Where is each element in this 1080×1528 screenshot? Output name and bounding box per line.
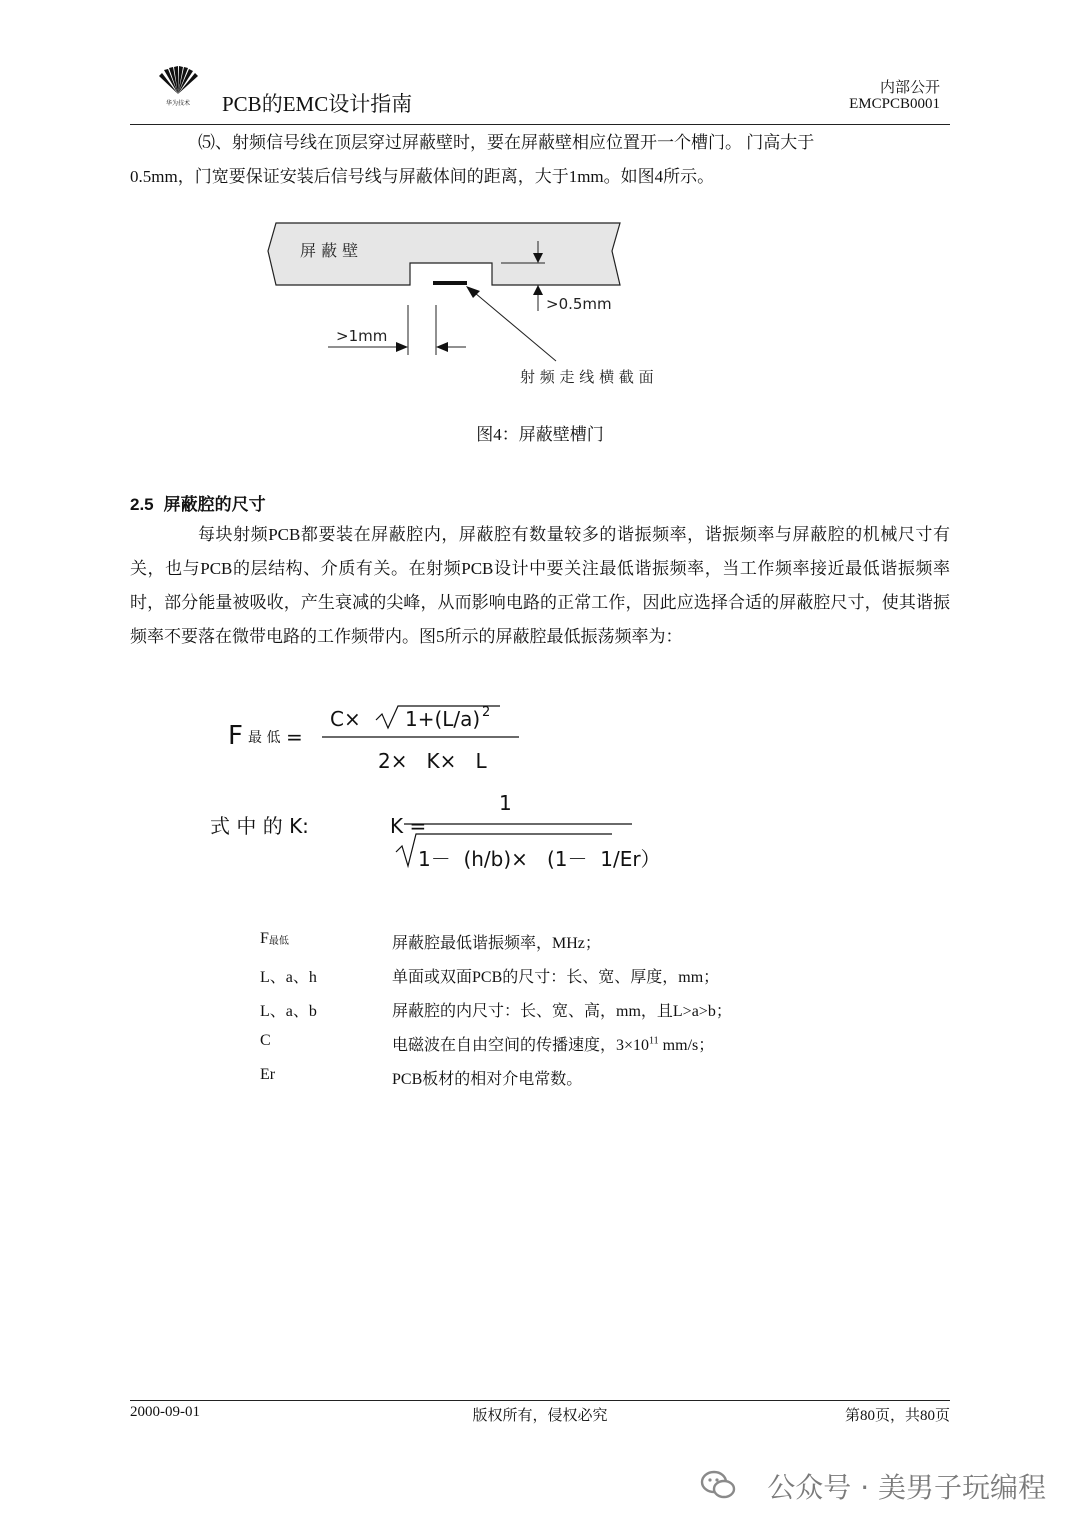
- definition-unit: mm/s；: [658, 1037, 715, 1054]
- formula2-denominator: 1－ (h/b)× (1－ 1/Er）: [418, 847, 661, 871]
- section-title: 屏蔽腔的尺寸: [163, 495, 266, 514]
- document-title: PCB的EMC设计指南: [222, 92, 413, 116]
- formula-numerator-root: 1+(L/a): [405, 707, 481, 731]
- definition-symbol: F: [260, 930, 269, 947]
- formula-numerator-c: C×: [330, 707, 361, 731]
- definition-description: PCB板材的相对介电常数。: [392, 1071, 583, 1088]
- definition-description: 屏蔽腔的内尺寸：长、宽、高，mm，且L>a>b；: [392, 1003, 732, 1020]
- definition-description: 屏蔽腔最低谐振频率，MHz；: [392, 935, 601, 952]
- height-label: >0.5mm: [546, 295, 612, 313]
- classification-label: 内部公开: [879, 80, 940, 96]
- formula-lhs: F: [228, 721, 243, 751]
- section-number: 2.5: [130, 495, 154, 514]
- footer-page-number: 第80页，共80页: [844, 1408, 950, 1424]
- watermark-text: 公众号 · 美男子玩编程: [767, 1471, 1046, 1504]
- definition-description: 单面或双面PCB的尺寸：长、宽、厚度，mm；: [392, 969, 720, 986]
- figure-caption: 图4：屏蔽壁槽门: [476, 425, 604, 444]
- footer-rule: [130, 1400, 950, 1401]
- definition-exponent: 11: [649, 1035, 659, 1047]
- footer-copyright: 版权所有，侵权必究: [472, 1408, 608, 1424]
- formula-denominator: 2× K× L: [378, 749, 487, 773]
- width-label: >1mm: [336, 327, 388, 345]
- formula-equals: =: [286, 725, 303, 749]
- paragraph-line: ⑸、射频信号线在顶层穿过屏蔽壁时，要在屏蔽壁相应位置开一个槽门。 门高大于: [198, 133, 815, 152]
- definition-symbol: L、a、h: [260, 969, 317, 986]
- formula-lhs-subscript: 最 低: [248, 730, 281, 746]
- wechat-icon: [700, 1470, 736, 1500]
- paragraph-line: 0.5mm，门宽要保证安装后信号线与屏蔽体间的距离，大于1mm。如图4所示。: [130, 167, 715, 186]
- trace-label: 射 频 走 线 横 截 面: [520, 368, 654, 386]
- wall-label: 屏 蔽 壁: [300, 241, 359, 260]
- definition-description: 电磁波在自由空间的传播速度，3×10: [392, 1037, 650, 1054]
- definition-symbol: Er: [260, 1066, 276, 1083]
- footer-date: 2000-09-01: [130, 1404, 200, 1420]
- definition-symbol-subscript: 最低: [268, 936, 289, 947]
- formula2-numerator: 1: [499, 791, 512, 815]
- formula2-prefix: 式 中 的 K:: [210, 814, 309, 838]
- logo-text: 华为技术: [165, 100, 191, 107]
- formula-exponent: 2: [482, 705, 491, 720]
- document-code: EMCPCB0001: [849, 96, 940, 112]
- definition-symbol: C: [260, 1032, 271, 1049]
- formula2-lhs: K =: [390, 814, 427, 838]
- definition-symbol: L、a、b: [260, 1003, 317, 1020]
- paragraph-body: 每块射频PCB都要装在屏蔽腔内，屏蔽腔有数量较多的谐振频率，谐振频率与屏蔽腔的机械尺寸有关，也与PCB的层结构、介质有关。在射频PCB设计中要关注最低谐振频率，当工作频率接近最低谐振频率时，部分能量被吸收，产生衰减的尖峰，从而影响电路的正常工作，因此应选择合适的屏蔽腔尺寸，使其谐振频率不要落在微带电路的工作频带内。图5所示的屏蔽腔最低振荡频率为：: [130, 525, 950, 646]
